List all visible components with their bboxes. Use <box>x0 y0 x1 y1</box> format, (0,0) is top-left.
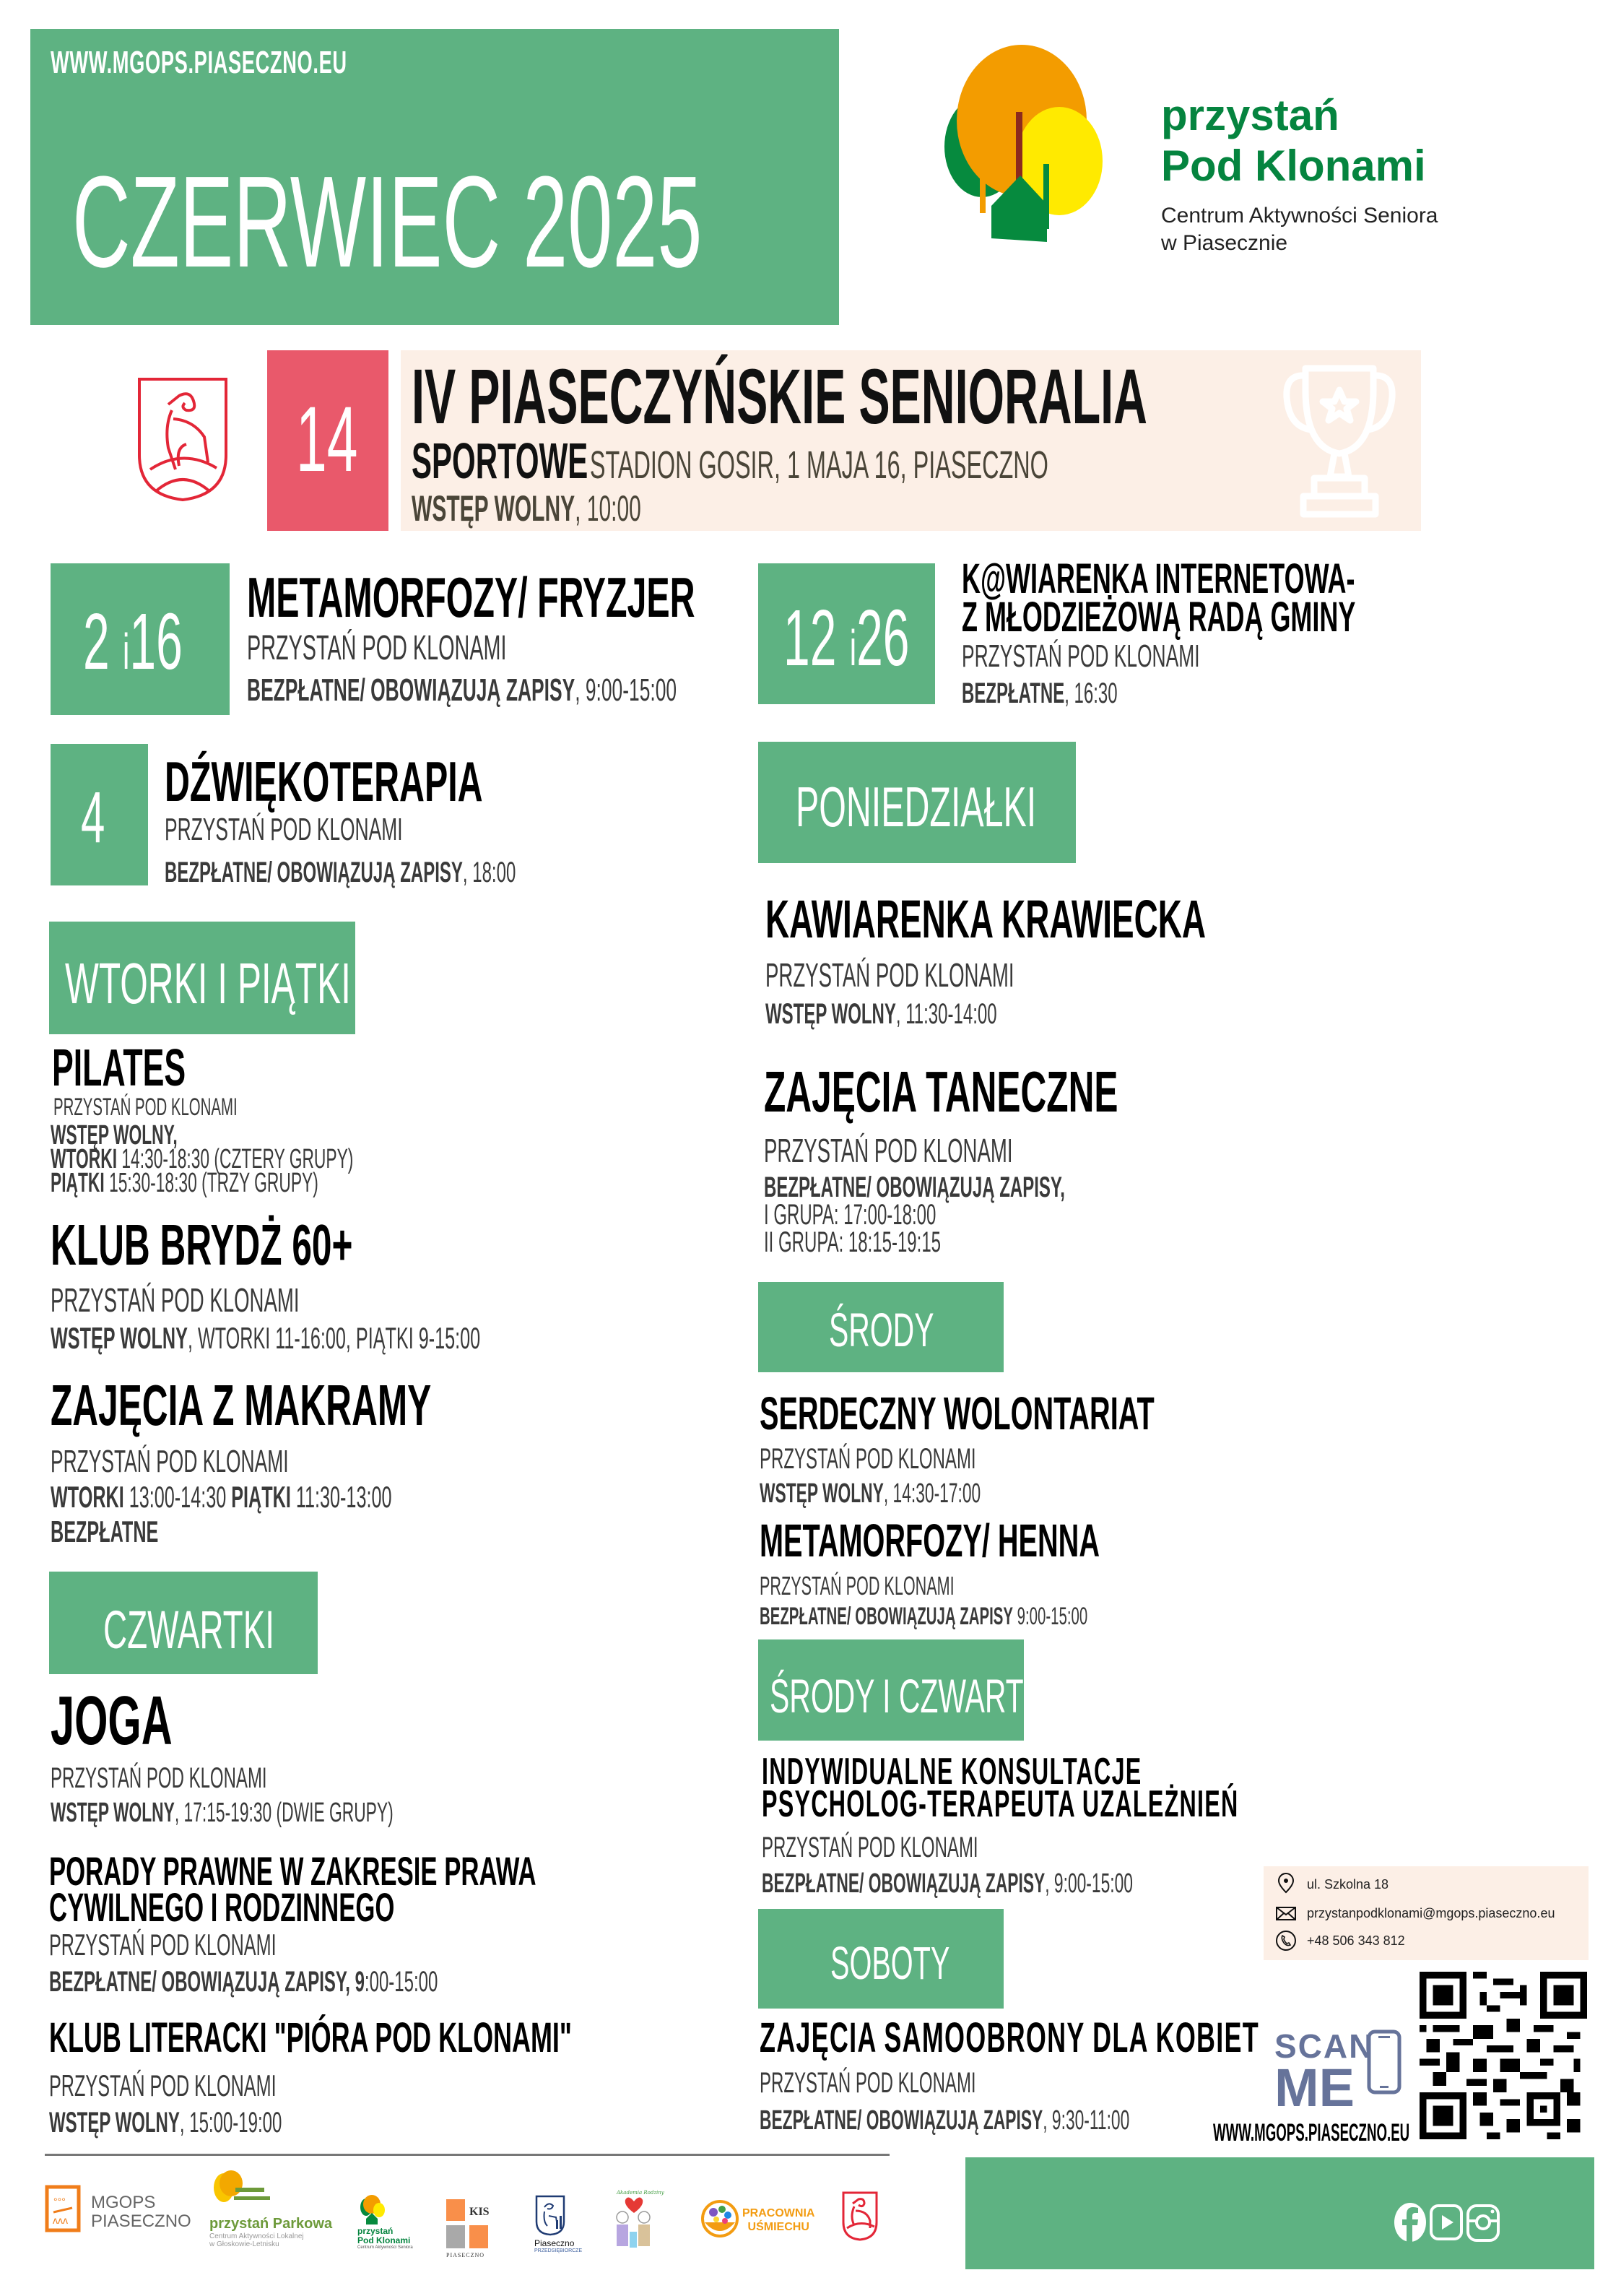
literacki-entry: WSTĘP WOLNY <box>49 2107 180 2139</box>
featured-event-subtitle <box>412 433 1048 489</box>
wolontariat-time: , 14:30-17:00 <box>883 1478 981 1509</box>
konsultacje-location: PRZYSTAŃ POD KLONAMI <box>762 1832 978 1863</box>
event-title-line2: Z MŁODZIEŻOWĄ RADĄ GMINY <box>962 594 1356 641</box>
makrama-free: BEZPŁATNE <box>51 1515 159 1548</box>
date-a: 2 <box>83 597 110 686</box>
email-text[interactable]: przystanpodklonami@mgops.piaseczno.eu <box>1307 1905 1555 1920</box>
date-a: 12 <box>783 594 837 683</box>
piaseczno-przedsiebiorcze-logo-icon <box>534 2194 566 2236</box>
pilates-day1: WTORKI <box>51 1144 118 1174</box>
event-info-time: , 16:30 <box>1064 677 1118 709</box>
trees-house-logo-icon <box>935 61 1130 249</box>
instagram-icon[interactable] <box>1466 2202 1500 2243</box>
day-heading-wt-pt <box>49 922 355 1034</box>
pilates-location: PRZYSTAŃ POD KLONAMI <box>53 1093 238 1121</box>
crest-small-icon <box>841 2191 879 2241</box>
day-heading-pon <box>758 742 1076 863</box>
makrama-title: ZAJĘCIA Z MAKRAMY <box>51 1373 432 1437</box>
porady-location: PRZYSTAŃ POD KLONAMI <box>49 1928 277 1962</box>
taneczne-title: ZAJĘCIA TANECZNE <box>764 1060 1118 1124</box>
sponsor-text: w Głoskowie-Letnisku <box>209 2240 279 2248</box>
date-b: 16 <box>129 597 183 686</box>
pilates-time2: 15:30-18:30 (TRZY GRUPY) <box>104 1168 318 1198</box>
henna-location: PRZYSTAŃ POD KLONAMI <box>760 1571 955 1600</box>
featured-location: STADION GOSIR, 1 MAJA 16, PIASECZNO <box>589 443 1048 487</box>
day-heading-label: SOBOTY <box>830 1937 950 1989</box>
scan-line2: ME <box>1274 2058 1355 2118</box>
joga-info <box>51 1798 394 1829</box>
joga-entry: WSTĘP WOLNY <box>51 1798 175 1828</box>
makrama-day2: PIĄTKI <box>231 1480 291 1514</box>
brydz-location: PRZYSTAŃ POD KLONAMI <box>51 1281 300 1319</box>
logo-line1: przystań <box>1161 91 1339 139</box>
sponsor-text: PRZEDSIĘBIORCZE <box>534 2248 583 2253</box>
featured-date-box <box>267 350 388 531</box>
taneczne-info <box>764 1171 1065 1258</box>
literacki-title: KLUB LITERACKI "PIÓRA POD KLONAMI" <box>49 2014 572 2061</box>
wolontariat-entry: WSTĘP WOLNY <box>760 1478 884 1509</box>
henna-time: 9:00-15:00 <box>1012 1603 1088 1630</box>
krawiecka-title: KAWIARENKA KRAWIECKA <box>765 889 1207 949</box>
konsultacje-entry: BEZPŁATNE/ OBOWIĄZUJĄ ZAPISY <box>762 1868 1046 1899</box>
sponsor-pracownia-usmiechu <box>700 2199 815 2240</box>
contact-address <box>1275 1873 1389 1895</box>
location-pin-icon <box>1275 1873 1297 1895</box>
krawiecka-location: PRZYSTAŃ POD KLONAMI <box>765 956 1014 994</box>
event-location: PRZYSTAŃ POD KLONAMI <box>962 638 1200 674</box>
event-location: PRZYSTAŃ POD KLONAMI <box>165 812 403 847</box>
henna-info <box>760 1603 1087 1630</box>
pilates-entry: WSTĘP WOLNY, <box>51 1120 178 1151</box>
address-text: ul. Szkolna 18 <box>1307 1876 1389 1892</box>
porady-info <box>49 1966 438 1998</box>
scan-url[interactable]: WWW.MGOPS.PIASECZNO.EU <box>1213 2119 1410 2146</box>
date-box-12-26 <box>758 563 935 704</box>
makrama-day1: WTORKI <box>51 1480 124 1514</box>
krawiecka-time: , 11:30-14:00 <box>895 998 997 1030</box>
event-title-line1: K@WIARENKA INTERNETOWA- <box>962 555 1355 602</box>
event-info <box>247 673 677 708</box>
sponsor-piaseczno-przedsiebiorcze <box>534 2194 582 2253</box>
samoobrona-title: ZAJĘCIA SAMOOBRONY DLA KOBIET <box>760 2014 1259 2061</box>
porady-time: :00-15:00 <box>364 1966 438 1998</box>
henna-title: METAMORFOZY/ HENNA <box>760 1515 1100 1567</box>
joga-title: JOGA <box>51 1682 173 1759</box>
pilates-title: PILATES <box>52 1039 186 1097</box>
joga-location: PRZYSTAŃ POD KLONAMI <box>51 1762 267 1794</box>
sponsor-text: UŚMIECHU <box>747 2221 809 2233</box>
samoobrona-location: PRZYSTAŃ POD KLONAMI <box>760 2067 976 2099</box>
makrama-location: PRZYSTAŃ POD KLONAMI <box>51 1444 289 1479</box>
samoobrona-time: , 9:30-11:00 <box>1043 2105 1130 2136</box>
pilates-day2: PIĄTKI <box>51 1168 105 1198</box>
samoobrona-info <box>760 2106 1129 2136</box>
day-heading-sr <box>758 1282 1004 1372</box>
footer-social-bar <box>965 2157 1594 2269</box>
day-heading-label: ŚRODY <box>829 1303 934 1356</box>
porady-title-line2: CYWILNEGO I RODZINNEGO <box>49 1884 395 1930</box>
phone-text: +48 506 343 812 <box>1307 1933 1405 1948</box>
henna-entry: BEZPŁATNE/ OBOWIĄZUJĄ ZAPISY <box>760 1603 1013 1630</box>
wolontariat-info <box>760 1479 981 1509</box>
logo-subtitle <box>1161 202 1438 257</box>
event-info-bold: BEZPŁATNE/ OBOWIĄZUJĄ ZAPISY <box>165 857 463 888</box>
svg-text:ᴧᴧᴧ: ᴧᴧᴧ <box>53 2214 68 2226</box>
makrama-time2: 11:30-13:00 <box>290 1480 392 1514</box>
featured-entry <box>412 488 641 529</box>
day-heading-label: CZWARTKI <box>103 1600 275 1660</box>
wolontariat-location: PRZYSTAŃ POD KLONAMI <box>760 1443 976 1475</box>
svg-text:Akademia Rodziny: Akademia Rodziny <box>617 2190 664 2196</box>
brydz-title: KLUB BRYDŻ 60+ <box>51 1213 353 1277</box>
literacki-info <box>49 2107 282 2139</box>
sponsor-text: PRACOWNIA <box>742 2207 815 2219</box>
event-date <box>783 592 910 684</box>
event-info-time: , 18:00 <box>462 857 516 888</box>
taneczne-entry: BEZPŁATNE/ OBOWIĄZUJĄ ZAPISY, <box>764 1171 1065 1203</box>
svg-text:°°°: °°° <box>53 2196 66 2207</box>
date-sep: i <box>123 623 130 680</box>
sponsor-przystan-parkowa <box>209 2170 332 2248</box>
sponsor-kis <box>446 2199 494 2258</box>
pilates-time1: 14:30-18:30 (CZTERY GRUPY) <box>117 1144 354 1174</box>
date-b: 26 <box>856 594 910 683</box>
samoobrona-entry: BEZPŁATNE/ OBOWIĄZUJĄ ZAPISY <box>760 2105 1043 2136</box>
event-info <box>962 677 1118 709</box>
krawiecka-info <box>765 998 997 1030</box>
porady-entry: BEZPŁATNE/ OBOWIĄZUJĄ ZAPISY, 9 <box>49 1966 365 1998</box>
sponsor-text: Centrum Aktywności Lokalnej <box>209 2232 304 2240</box>
date-sep: i <box>849 620 857 676</box>
page-title: CZERWIEC 2025 <box>72 150 703 295</box>
envelope-icon <box>1275 1902 1297 1924</box>
taneczne-group1: I GRUPA: 17:00-18:00 <box>764 1199 936 1231</box>
logo-subtitle-line1: Centrum Aktywności Seniora <box>1161 204 1438 228</box>
akademia-rodziny-logo-icon <box>612 2188 664 2255</box>
day-heading-sr-czw <box>758 1639 1052 1741</box>
event-title: METAMORFOZY/ FRYZJER <box>247 566 695 629</box>
sponsor-text: Pod Klonami <box>357 2235 411 2245</box>
phone-icon <box>1275 1930 1297 1951</box>
qr-code[interactable] <box>1420 1972 1587 2139</box>
day-heading-czw <box>49 1572 318 1674</box>
sponsor-mgops <box>45 2185 191 2235</box>
sponsor-text: Centrum Aktywności Seniora <box>357 2245 413 2250</box>
joga-time: , 17:15-19:30 (DWIE GRUPY) <box>174 1798 394 1828</box>
trophy-icon <box>1278 361 1401 520</box>
featured-entry-bold: WSTĘP WOLNY <box>412 488 575 529</box>
makrama-time1: 13:00-14:30 <box>123 1480 232 1514</box>
date-box-4 <box>51 744 148 885</box>
scan-me-label <box>1274 2027 1375 2118</box>
event-info <box>165 857 516 888</box>
contact-email[interactable] <box>1275 1902 1555 1924</box>
pilates-info <box>51 1120 354 1198</box>
smartphone-icon <box>1367 2029 1401 2094</box>
literacki-location: PRZYSTAŃ POD KLONAMI <box>49 2068 277 2102</box>
featured-entry-time: , 10:00 <box>575 488 641 529</box>
pracownia-usmiechu-logo-icon <box>700 2199 739 2238</box>
event-date <box>83 596 183 688</box>
taneczne-group2: II GRUPA: 18:15-19:15 <box>764 1226 942 1258</box>
pod-klonami-small-logo-icon <box>357 2196 391 2224</box>
contact-box <box>1264 1866 1589 1960</box>
date-box-2-16 <box>51 563 230 715</box>
event-location: PRZYSTAŃ POD KLONAMI <box>247 629 507 667</box>
svg-text:KIS: KIS <box>469 2206 490 2218</box>
event-info-time: , 9:00-15:00 <box>575 672 677 708</box>
sponsor-text: przystań Parkowa <box>209 2216 333 2232</box>
contact-phone[interactable] <box>1275 1930 1405 1951</box>
featured-event-title: IV PIASECZYŃSKIE SENIORALIA <box>412 352 1147 440</box>
makrama-info <box>51 1481 392 1514</box>
logo-subtitle-line2: w Piasecznie <box>1161 231 1288 255</box>
scan-line1: SCAN <box>1274 2027 1375 2065</box>
brydz-info <box>51 1322 480 1355</box>
logo-line2: Pod Klonami <box>1161 142 1426 190</box>
crest-icon <box>136 376 230 502</box>
kis-logo-icon <box>446 2199 494 2250</box>
sponsor-text: Piaseczno <box>534 2238 575 2248</box>
featured-date: 14 <box>296 388 358 491</box>
mgops-logo-icon <box>45 2185 81 2232</box>
konsultacje-title-line1: INDYWIDUALNE KONSULTACJE <box>762 1751 1142 1793</box>
event-date: 4 <box>81 777 105 858</box>
website-url[interactable]: WWW.MGOPS.PIASECZNO.EU <box>51 45 347 80</box>
brydz-entry: WSTĘP WOLNY <box>51 1321 188 1355</box>
day-heading-label: PONIEDZIAŁKI <box>796 775 1037 839</box>
literacki-time: , 15:00-19:00 <box>179 2107 282 2139</box>
sponsor-text: przystań <box>357 2226 394 2236</box>
konsultacje-info <box>762 1869 1133 1899</box>
day-heading-sob <box>758 1909 1004 2009</box>
sponsor-text: PIASECZNO <box>91 2211 191 2231</box>
facebook-icon[interactable] <box>1393 2202 1427 2243</box>
porady-title-line1: PORADY PRAWNE W ZAKRESIE PRAWA <box>49 1848 536 1894</box>
day-heading-label: ŚRODY I CZWARTKI <box>770 1669 1052 1723</box>
przystan-parkowa-logo-icon <box>209 2170 289 2214</box>
konsultacje-time: , 9:00-15:00 <box>1045 1868 1133 1899</box>
sponsor-text: MGOPS <box>91 2193 156 2212</box>
makrama-price <box>51 1515 158 1548</box>
sponsor-text: PIASECZNO <box>446 2252 485 2258</box>
konsultacje-title-line2: PSYCHOLOG-TERAPEUTA UZALEŻNIEŃ <box>762 1783 1239 1825</box>
krawiecka-entry: WSTĘP WOLNY <box>765 998 896 1030</box>
brydz-time: , WTORKI 11-16:00, PIĄTKI 9-15:00 <box>187 1321 481 1355</box>
divider <box>45 2154 890 2156</box>
wolontariat-title: SERDECZNY WOLONTARIAT <box>760 1387 1155 1439</box>
featured-subtitle-bold: SPORTOWE <box>412 433 588 489</box>
event-info-bold: BEZPŁATNE <box>962 677 1065 709</box>
event-title: DŹWIĘKOTERAPIA <box>165 750 483 813</box>
youtube-icon[interactable] <box>1429 2202 1464 2243</box>
sponsor-przystan-pod-klonami <box>357 2196 413 2250</box>
event-info-bold: BEZPŁATNE/ OBOWIĄZUJĄ ZAPISY <box>247 672 575 708</box>
day-heading-label: WTORKI I PIĄTKI <box>65 951 351 1015</box>
taneczne-location: PRZYSTAŃ POD KLONAMI <box>764 1132 1013 1169</box>
